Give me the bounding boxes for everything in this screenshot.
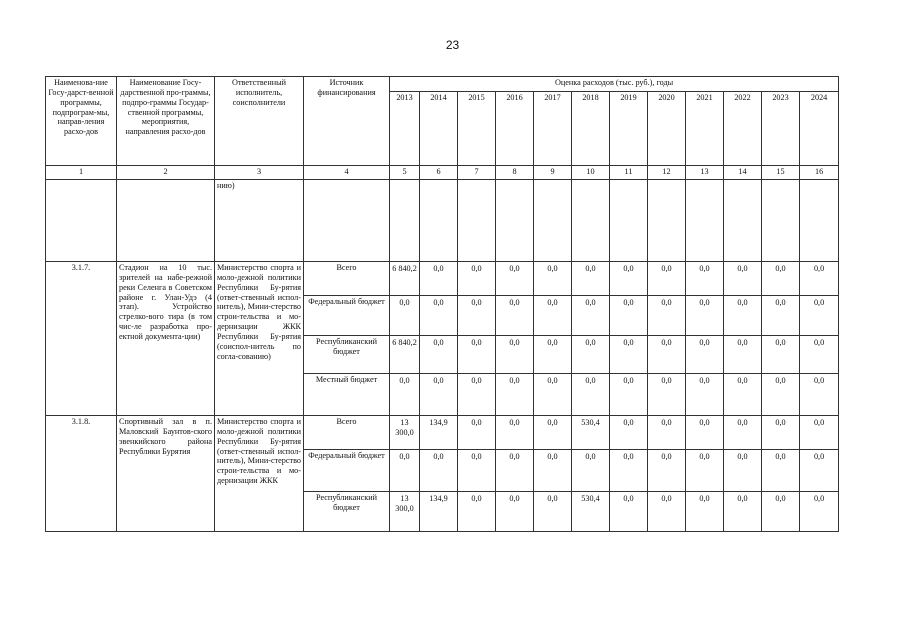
value-cell: 0,0 xyxy=(534,336,572,374)
column-number: 9 xyxy=(534,166,572,180)
value-cell: 0,0 xyxy=(496,262,534,296)
row-name: Стадион на 10 тыс. зрителей на набе-режной реки Селенга в Советском районе г. Улан-Удэ (4 этап). Устройство стрелко-вого тира (в том чис-ле разработка про-ектной документа-ции) xyxy=(117,262,215,416)
row-code: 3.1.7. xyxy=(46,262,117,416)
value-cell: 0,0 xyxy=(762,492,800,532)
cont-cell-2 xyxy=(117,180,215,262)
value-cell: 0,0 xyxy=(800,492,839,532)
column-numbers-row xyxy=(46,166,839,180)
value-cell: 0,0 xyxy=(724,262,762,296)
value-cell: 0,0 xyxy=(724,416,762,450)
value-cell: 0,0 xyxy=(762,450,800,492)
row-executor: Министерство спорта и моло-дежной политики Республики Бу-рятия (ответ-ственный испол-нитель), Мини-стерство строи-тельства и мо-дернизации ЖКК xyxy=(215,416,304,532)
source-name: Федеральный бюджет xyxy=(304,450,390,492)
table-row xyxy=(46,416,839,450)
value-cell: 0,0 xyxy=(724,336,762,374)
value-cell: 0,0 xyxy=(686,296,724,336)
value-cell: 0,0 xyxy=(458,336,496,374)
column-number: 6 xyxy=(420,166,458,180)
source-name: Республиканский бюджет xyxy=(304,492,390,532)
value-cell: 0,0 xyxy=(724,450,762,492)
column-number: 11 xyxy=(610,166,648,180)
source-name: Местный бюджет xyxy=(304,374,390,416)
header-costs: Оценка расходов (тыс. руб.), годы xyxy=(390,77,839,92)
value-cell: 13 300,0 xyxy=(390,416,420,450)
row-name: Спортивный зал в п. Маловский Баунтов-ского эвенкийского района Республики Бурятия xyxy=(117,416,215,532)
value-cell: 0,0 xyxy=(800,374,839,416)
column-number: 1 xyxy=(46,166,117,180)
value-cell: 134,9 xyxy=(420,492,458,532)
column-number: 7 xyxy=(458,166,496,180)
value-cell: 0,0 xyxy=(534,450,572,492)
value-cell: 6 840,2 xyxy=(390,336,420,374)
value-cell: 0,0 xyxy=(648,450,686,492)
value-cell: 0,0 xyxy=(534,492,572,532)
value-cell: 0,0 xyxy=(572,336,610,374)
value-cell: 0,0 xyxy=(648,336,686,374)
value-cell: 6 840,2 xyxy=(390,262,420,296)
value-cell: 0,0 xyxy=(648,374,686,416)
row-executor: Министерство спорта и моло-дежной политики Республики Бу-рятия (ответ-ственный испол-нитель), Мини-стерство строи-тельства и мо-дернизации ЖКК Республики Бу-рятия (соиспол-нитель по согла-сованию) xyxy=(215,262,304,416)
value-cell: 0,0 xyxy=(534,416,572,450)
header-source: Источник финансирования xyxy=(304,77,390,166)
value-cell: 13 300,0 xyxy=(390,492,420,532)
value-cell: 0,0 xyxy=(458,262,496,296)
year-header: 2018 xyxy=(572,92,610,166)
year-header: 2020 xyxy=(648,92,686,166)
header-name-event: Наименование Госу-дарственной про-граммы, подпро-граммы Государ-ственной программы, мероприятия, направления расхо-дов xyxy=(117,77,215,166)
column-number: 5 xyxy=(390,166,420,180)
value-cell: 0,0 xyxy=(724,374,762,416)
year-header: 2022 xyxy=(724,92,762,166)
row-code: 3.1.8. xyxy=(46,416,117,532)
value-cell: 0,0 xyxy=(610,336,648,374)
value-cell: 0,0 xyxy=(686,336,724,374)
cont-cell-4 xyxy=(304,180,390,262)
column-number: 8 xyxy=(496,166,534,180)
source-name: Всего xyxy=(304,262,390,296)
value-cell: 0,0 xyxy=(648,416,686,450)
year-header: 2013 xyxy=(390,92,420,166)
value-cell: 0,0 xyxy=(420,374,458,416)
column-number: 3 xyxy=(215,166,304,180)
year-header: 2014 xyxy=(420,92,458,166)
value-cell: 0,0 xyxy=(534,296,572,336)
header-executor: Ответственный исполнитель, соисполнители xyxy=(215,77,304,166)
value-cell: 0,0 xyxy=(648,296,686,336)
value-cell: 0,0 xyxy=(648,492,686,532)
value-cell: 0,0 xyxy=(420,336,458,374)
value-cell: 0,0 xyxy=(458,492,496,532)
value-cell: 530,4 xyxy=(572,492,610,532)
value-cell: 0,0 xyxy=(724,296,762,336)
value-cell: 0,0 xyxy=(800,336,839,374)
value-cell: 0,0 xyxy=(686,492,724,532)
value-cell: 0,0 xyxy=(458,416,496,450)
value-cell: 0,0 xyxy=(762,416,800,450)
value-cell: 0,0 xyxy=(686,374,724,416)
value-cell: 134,9 xyxy=(420,416,458,450)
value-cell: 0,0 xyxy=(800,262,839,296)
value-cell: 0,0 xyxy=(762,262,800,296)
value-cell: 0,0 xyxy=(420,296,458,336)
column-number: 2 xyxy=(117,166,215,180)
column-number: 13 xyxy=(686,166,724,180)
value-cell: 0,0 xyxy=(458,296,496,336)
column-number: 10 xyxy=(572,166,610,180)
value-cell: 0,0 xyxy=(610,374,648,416)
expenditure-table xyxy=(45,76,839,532)
year-header: 2021 xyxy=(686,92,724,166)
year-header: 2017 xyxy=(534,92,572,166)
value-cell: 530,4 xyxy=(572,416,610,450)
source-name: Всего xyxy=(304,416,390,450)
value-cell: 0,0 xyxy=(390,296,420,336)
cont-cell-1 xyxy=(46,180,117,262)
year-header: 2023 xyxy=(762,92,800,166)
value-cell: 0,0 xyxy=(496,416,534,450)
value-cell: 0,0 xyxy=(420,450,458,492)
value-cell: 0,0 xyxy=(610,262,648,296)
value-cell: 0,0 xyxy=(762,374,800,416)
column-number: 14 xyxy=(724,166,762,180)
value-cell: 0,0 xyxy=(420,262,458,296)
year-header: 2024 xyxy=(800,92,839,166)
column-number: 4 xyxy=(304,166,390,180)
value-cell: 0,0 xyxy=(686,262,724,296)
value-cell: 0,0 xyxy=(572,374,610,416)
value-cell: 0,0 xyxy=(572,262,610,296)
value-cell: 0,0 xyxy=(800,416,839,450)
value-cell: 0,0 xyxy=(496,296,534,336)
value-cell: 0,0 xyxy=(610,416,648,450)
header-name-program: Наименова-ние Госу-дарст-венной программы, подпрограм-мы, направ-ления расхо-дов xyxy=(46,77,117,166)
value-cell: 0,0 xyxy=(572,296,610,336)
value-cell: 0,0 xyxy=(496,336,534,374)
value-cell: 0,0 xyxy=(610,296,648,336)
value-cell: 0,0 xyxy=(458,374,496,416)
value-cell: 0,0 xyxy=(496,450,534,492)
value-cell: 0,0 xyxy=(390,374,420,416)
value-cell: 0,0 xyxy=(610,450,648,492)
value-cell: 0,0 xyxy=(762,336,800,374)
year-header: 2016 xyxy=(496,92,534,166)
value-cell: 0,0 xyxy=(390,450,420,492)
value-cell: 0,0 xyxy=(534,262,572,296)
value-cell: 0,0 xyxy=(762,296,800,336)
source-name: Федеральный бюджет xyxy=(304,296,390,336)
value-cell: 0,0 xyxy=(686,450,724,492)
value-cell: 0,0 xyxy=(800,296,839,336)
column-number: 15 xyxy=(762,166,800,180)
cont-executor: нию) xyxy=(215,180,304,262)
year-header: 2015 xyxy=(458,92,496,166)
value-cell: 0,0 xyxy=(686,416,724,450)
value-cell: 0,0 xyxy=(496,374,534,416)
value-cell: 0,0 xyxy=(534,374,572,416)
page-number: 23 xyxy=(445,38,460,52)
source-name: Республиканский бюджет xyxy=(304,336,390,374)
value-cell: 0,0 xyxy=(648,262,686,296)
value-cell: 0,0 xyxy=(496,492,534,532)
year-header: 2019 xyxy=(610,92,648,166)
value-cell: 0,0 xyxy=(724,492,762,532)
continued-row xyxy=(46,180,839,262)
column-number: 12 xyxy=(648,166,686,180)
value-cell: 0,0 xyxy=(458,450,496,492)
table-row xyxy=(46,262,839,296)
value-cell: 0,0 xyxy=(800,450,839,492)
value-cell: 0,0 xyxy=(610,492,648,532)
column-number: 16 xyxy=(800,166,839,180)
value-cell: 0,0 xyxy=(572,450,610,492)
